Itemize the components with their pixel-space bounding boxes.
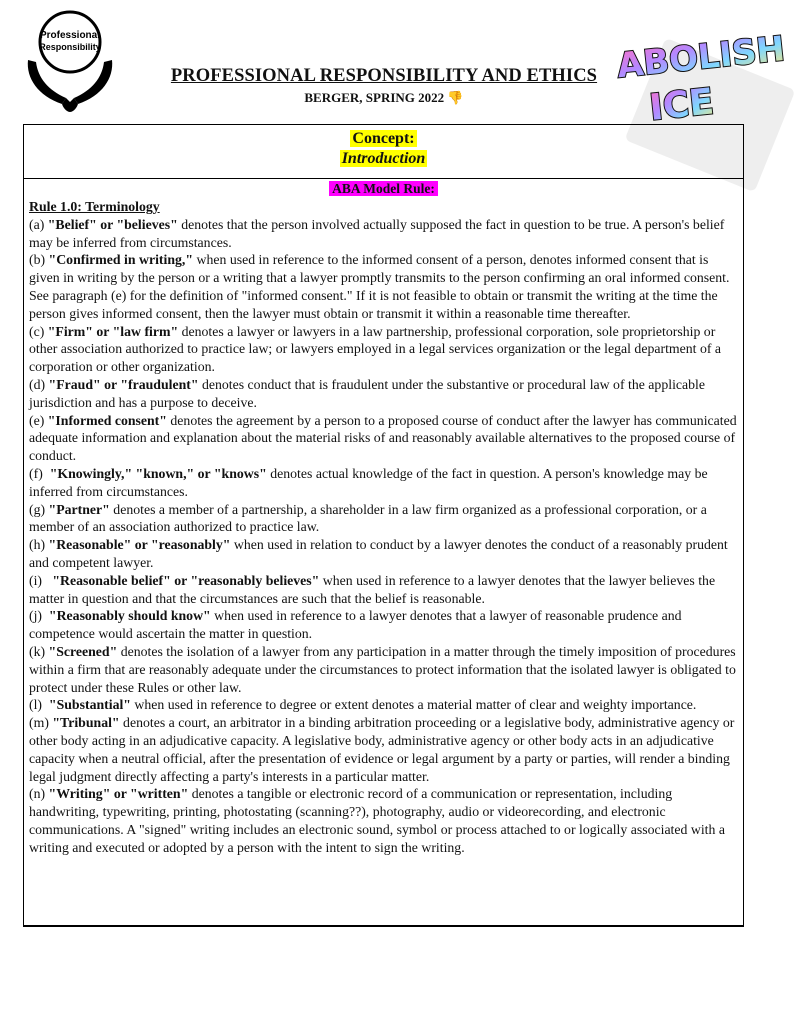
item-term: "Belief" or "believes" (47, 216, 178, 232)
rule-item-d (29, 376, 741, 412)
item-text: when used in reference to a lawyer denotes that the lawyer believes the matter in question and that the circumstances are such that the belief is reasonable. (29, 572, 716, 606)
item-term: "Firm" or "law firm" (47, 323, 179, 339)
item-text: denotes the agreement by a person to a proposed course of conduct after the lawyer has communicated adequate information and explanation about the material risks of and reasonably available alternatives to the proposed course of conduct. (29, 412, 737, 464)
rule-item-j (29, 607, 741, 643)
rule-item-m (29, 714, 741, 785)
rule-item-n (29, 785, 741, 856)
thumbs-down-icon: 👎 (447, 91, 464, 106)
item-prefix: (c) (29, 323, 48, 339)
item-text: when used in reference to a lawyer denotes that a lawyer of reasonable prudence and competence would ascertain the matter in question. (29, 608, 682, 642)
rule-item-l (29, 696, 741, 714)
item-term: "Fraud" or "fraudulent" (48, 376, 199, 392)
subtitle-text: BERGER, SPRING 2022 (304, 90, 445, 105)
rule-body (29, 198, 741, 856)
concept-cell (24, 129, 743, 169)
concept-row (24, 125, 743, 179)
rule-item-f (29, 465, 741, 501)
item-term: "Confirmed in writing," (48, 252, 194, 268)
rule-section-label: ABA Model Rule: (329, 181, 438, 196)
rule-item-b (29, 251, 741, 322)
item-text: denotes that the person involved actually supposed the fact in question to be true. A person's belief may be inferred from circumstances. (29, 216, 725, 250)
item-text: when used in relation to conduct by a lawyer denotes the conduct of a reasonably prudent and competent lawyer. (29, 537, 728, 570)
item-term: "Partner" (48, 501, 110, 517)
item-prefix: (a) (29, 216, 48, 232)
item-text: denotes actual knowledge of the fact in question. A person's knowledge may be inferred from circumstances. (29, 465, 708, 499)
item-prefix: (i) (29, 572, 53, 588)
item-prefix: (f) (29, 465, 50, 481)
rule-section-header (24, 181, 743, 197)
item-text: denotes the isolation of a lawyer from any participation in a matter through the timely imposition of procedures within a firm that are reasonably adequate under the circumstances to protect information that the isolated lawyer is obligated to protect under these Rules or other law. (29, 643, 736, 695)
item-term: "Reasonable" or "reasonably" (48, 537, 231, 553)
item-prefix: (j) (29, 608, 49, 624)
rule-item-e (29, 412, 741, 465)
item-text: denotes a court, an arbitrator in a binding arbitration proceeding or a legislative body, administrative agency or other body acting in an adjudicative capacity. A legislative body, administrative agency or other body acts in an adjudicative capacity when a neutral official, after the presentation of evidence or legal argument by a party or parties, will render a binding legal judgment directly affecting a party's interests in a particular matter. (29, 715, 735, 784)
item-prefix: (e) (29, 412, 48, 428)
item-term: "Writing" or "written" (48, 786, 189, 802)
item-prefix: (g) (29, 501, 49, 517)
item-prefix: (h) (29, 537, 49, 553)
item-text: denotes conduct that is fraudulent under the substantive or procedural law of the applicable jurisdiction and has a purpose to deceive. (29, 376, 705, 410)
logo-line1: Professional (39, 30, 101, 41)
rule-item-i (29, 572, 741, 608)
rule-item-g (29, 501, 741, 537)
item-term: "Reasonable belief" or "reasonably believes" (52, 572, 320, 588)
concept-value: Introduction (341, 150, 426, 167)
rule-item-c (29, 323, 741, 376)
item-text: denotes a lawyer or lawyers in a law partnership, professional corporation, sole proprietorship or other association authorized to practice law; or lawyers employed in a legal services organization or the legal department of a corporation or other organization. (29, 323, 722, 375)
document-subtitle (0, 90, 768, 106)
item-prefix: (d) (29, 376, 49, 392)
item-text: when used in reference to degree or extent denotes a material matter of clear and weighty importance. (130, 697, 697, 713)
sticker-line2: ICE (647, 81, 716, 129)
document-title: PROFESSIONAL RESPONSIBILITY AND ETHICS (170, 66, 598, 86)
item-prefix: (k) (29, 643, 49, 659)
item-prefix: (l) (29, 697, 49, 713)
item-term: "Informed consent" (47, 412, 167, 428)
item-text: when used in reference to the informed consent of a person, denotes informed consent that is given in writing by the person or a writing that a lawyer promptly transmits to the person confirming an oral informed consent. See paragraph (e) for the definition of "informed consent." If it is not feasible to obtain or transmit the writing at the time the person gives informed consent, then the lawyer must obtain or transmit it within a reasonable time thereafter. (29, 252, 730, 321)
rule-title: Rule 1.0: Terminology (29, 199, 160, 214)
sticker-line1: ABOLISH (615, 28, 787, 87)
item-prefix: (m) (29, 715, 53, 731)
item-term: "Reasonably should know" (48, 608, 211, 624)
item-term: "Knowingly," "known," or "knows" (49, 465, 267, 481)
rule-item-k (29, 643, 741, 696)
item-term: "Screened" (48, 643, 118, 659)
content-table (23, 124, 744, 927)
item-term: "Substantial" (48, 697, 131, 713)
logo-line2: Responsibility (39, 42, 101, 52)
item-text: denotes a tangible or electronic record of a communication or representation, including handwriting, typewriting, printing, photostating (scanning??), photography, audio or videorecording, and electronic communications. A "signed" writing includes an electronic sound, symbol or process attached to or logically associated with a writing and executed or adopted by a person with the intent to sign the writing. (29, 786, 725, 855)
rule-item-h (29, 536, 741, 572)
item-text: denotes a member of a partnership, a shareholder in a law firm organized as a professional corporation, or a member of an association authorized to practice law. (29, 501, 707, 535)
item-term: "Tribunal" (52, 715, 120, 731)
concept-label: Concept: (352, 130, 415, 147)
rule-item-a (29, 216, 741, 252)
item-prefix: (b) (29, 252, 49, 268)
item-prefix: (n) (29, 786, 49, 802)
